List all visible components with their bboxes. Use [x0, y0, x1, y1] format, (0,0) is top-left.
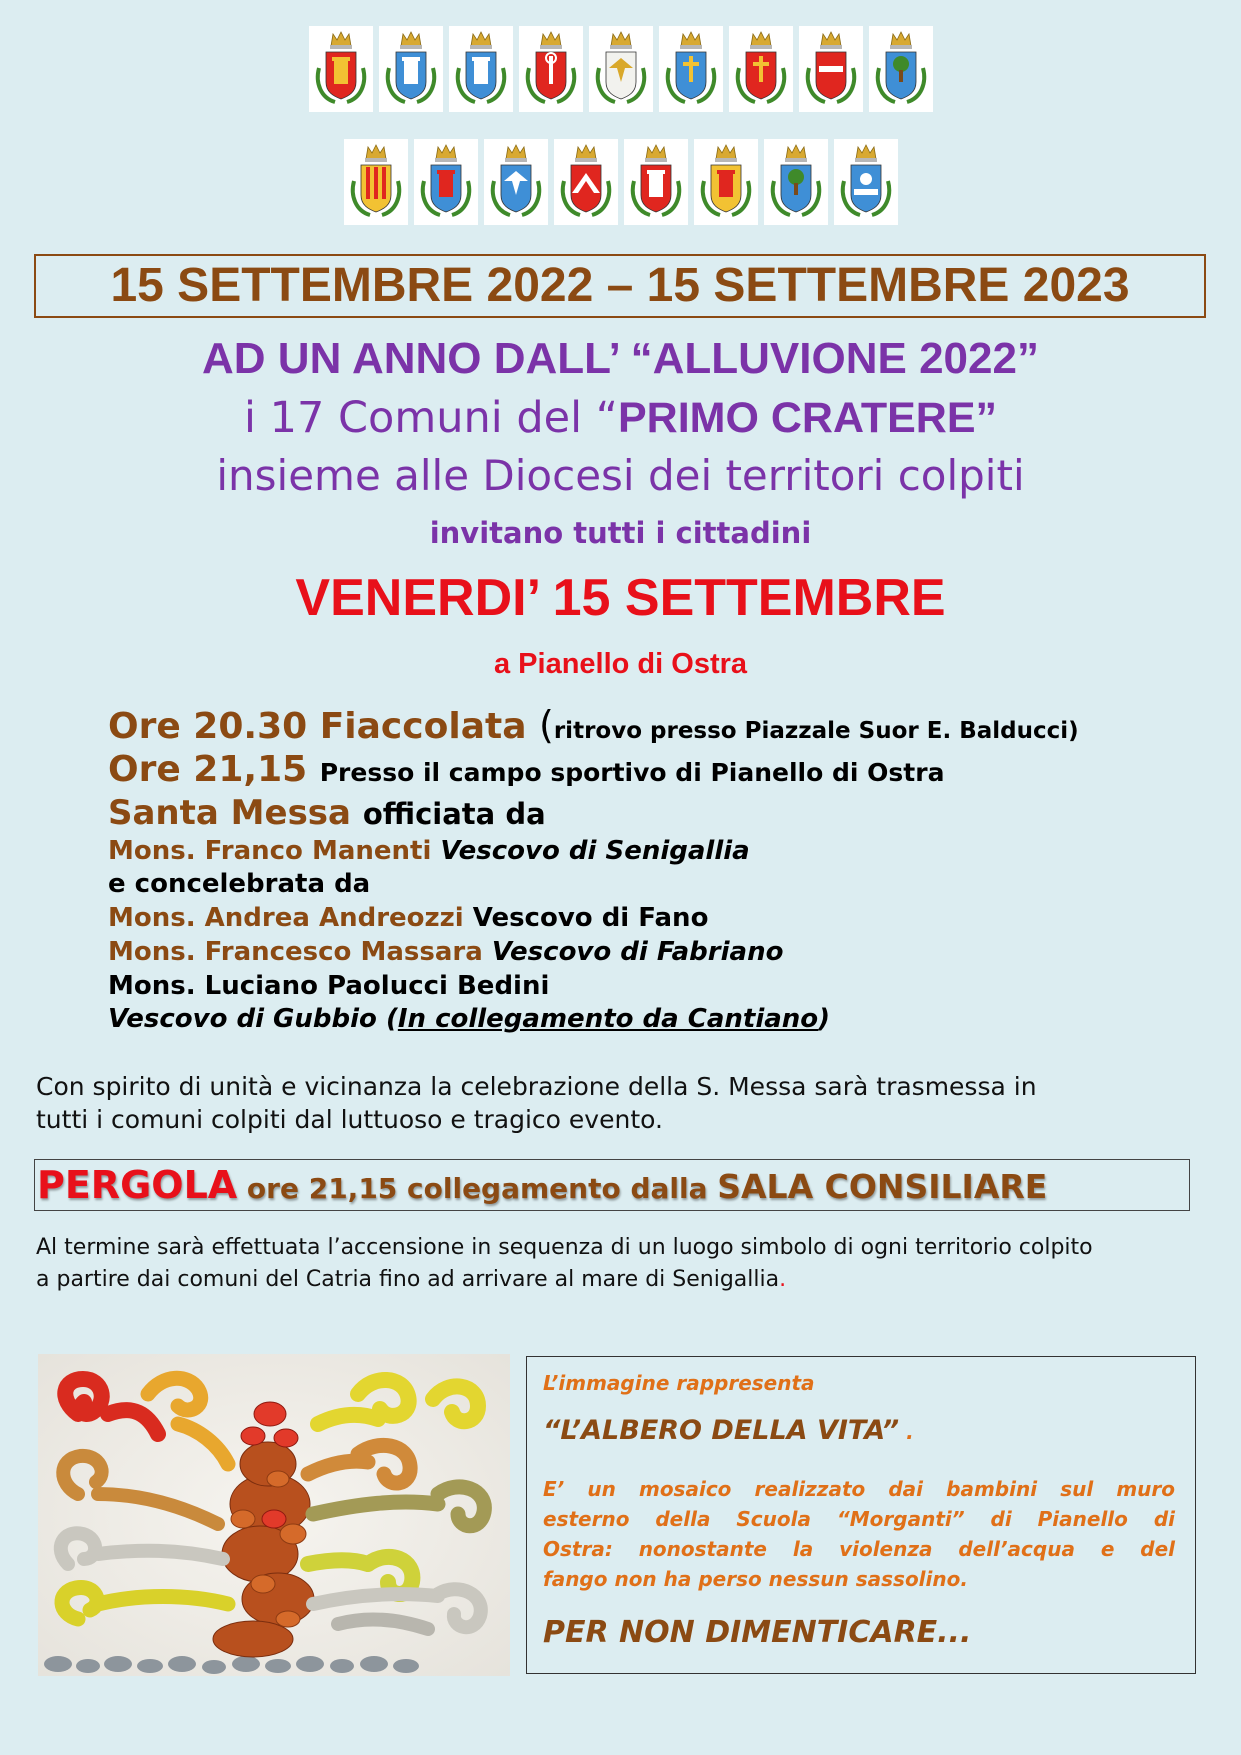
- image-description-line: esterno della Scuola “Morganti” di Pianello di: [543, 1507, 1175, 1531]
- crest-red-keys-icon: [519, 26, 583, 112]
- image-intro: L’immagine rappresenta: [543, 1371, 815, 1395]
- pergola-banner: [34, 1159, 1190, 1211]
- intro-line-1: AD UN ANNO DALL’ “ALLUVIONE 2022”: [202, 334, 1039, 383]
- crest-red-shield-icon: [799, 26, 863, 112]
- dates-banner: 15 SETTEMBRE 2022 – 15 SETTEMBRE 2023: [34, 254, 1206, 318]
- image-description-line: Ostra: nonostante la violenza dell’acqua e del: [543, 1537, 1175, 1561]
- andreozzi-role: Vescovo di Fano: [472, 903, 709, 933]
- crest-red-gate-icon: [624, 139, 688, 225]
- image-description-box: [526, 1356, 1196, 1674]
- gubbio-close: ): [818, 1004, 831, 1034]
- crest-blue-tree-icon: [764, 139, 828, 225]
- pergola-place: SALA CONSILIARE: [717, 1167, 1048, 1206]
- crest-red-castle-icon: [309, 26, 373, 112]
- intro-line-2: [0, 392, 1241, 444]
- lighting-paragraph: [36, 1232, 1093, 1296]
- program-line-santa-messa: [108, 792, 546, 835]
- crest-red-chevron-icon: [554, 139, 618, 225]
- event-place: a Pianello di Ostra: [493, 648, 748, 680]
- crest-yellow-stripes-icon: [344, 139, 408, 225]
- manenti-name: Mons. Franco Manenti: [108, 836, 441, 866]
- fiaccolata-time: Ore 20.30 Fiaccolata: [108, 706, 540, 747]
- messa-location: Presso il campo sportivo di Pianello di Ostra: [319, 758, 945, 787]
- andreozzi-name: Mons. Andrea Andreozzi: [108, 903, 473, 933]
- image-title-end: .: [899, 1420, 914, 1444]
- crest-yellow-tower-icon: [694, 139, 758, 225]
- image-title: “L’ALBERO DELLA VITA”: [543, 1415, 900, 1446]
- program-line-fiaccolata: [108, 702, 1079, 754]
- santa-messa-title: Santa Messa: [108, 793, 363, 833]
- program-line-andreozzi: [108, 901, 708, 935]
- program-line-massara: [108, 935, 783, 969]
- image-description-line: fango non ha perso nessun sassolino.: [543, 1567, 968, 1591]
- massara-role: Vescovo di Fabriano: [491, 937, 784, 967]
- crests-row-2: [0, 139, 1241, 225]
- pergola-middle: ore 21,15 collegamento dalla: [237, 1172, 718, 1205]
- pergola-town: PERGOLA: [37, 1163, 238, 1207]
- image-description-line: E’ un mosaico realizzato dai bambini sul muro: [543, 1477, 1175, 1501]
- massara-name: Mons. Francesco Massara: [108, 937, 492, 967]
- lighting-line-2-wrap: [36, 1264, 1093, 1296]
- messa-time: Ore 21,15: [108, 749, 320, 790]
- crest-white-eagle-icon: [589, 26, 653, 112]
- gubbio-role: Vescovo di Gubbio (: [108, 1004, 398, 1034]
- intro-line-2-bold: PRIMO CRATERE”: [617, 394, 998, 442]
- intro-line-4: invitano tutti i cittadini: [429, 516, 812, 550]
- program-line-messa-time: [108, 748, 944, 795]
- program-line-concelebrata: e concelebrata da: [108, 869, 371, 899]
- program-line-manenti: [108, 834, 750, 868]
- crest-red-cross-icon: [729, 26, 793, 112]
- lighting-line-1: Al termine sarà effettuata l’accensione in sequenza di un luogo simbolo di ogni territorio colpito: [36, 1235, 1093, 1260]
- cantiano-link[interactable]: In collegamento da Cantiano: [397, 1004, 819, 1034]
- program-line-gubbio: [108, 1002, 830, 1036]
- program-line-paolucci: Mons. Luciano Paolucci Bedini: [108, 971, 550, 1001]
- crest-blue-tree-icon: [869, 26, 933, 112]
- tree-of-life-mosaic-image: [38, 1354, 510, 1676]
- santa-messa-note: officiata da: [362, 797, 546, 831]
- image-description: [543, 1474, 1175, 1594]
- fiaccolata-paren: (: [539, 703, 554, 747]
- fiaccolata-note: ritrovo presso Piazzale Suor E. Balducci): [553, 718, 1079, 744]
- crest-blue-tower-icon: [449, 26, 513, 112]
- crest-blue-sun-icon: [834, 139, 898, 225]
- unity-line-2: tutti i comuni colpiti dal luttuoso e tragico evento.: [36, 1105, 663, 1134]
- crests-row-1: [0, 26, 1241, 112]
- lighting-line-end: .: [779, 1267, 787, 1292]
- crest-blue-cross-icon: [659, 26, 723, 112]
- event-date: VENERDI’ 15 SETTEMBRE: [295, 569, 946, 627]
- lighting-line-2: a partire dai comuni del Catria fino ad arrivare al mare di Senigallia: [36, 1267, 780, 1292]
- image-title-line: [543, 1412, 914, 1451]
- unity-line-1: Con spirito di unità e vicinanza la celebrazione della S. Messa sarà trasmessa in: [36, 1072, 1037, 1101]
- intro-line-2-prefix: i 17 Comuni del “: [243, 393, 618, 443]
- unity-paragraph: [36, 1070, 1037, 1136]
- crest-blue-tower-icon: [379, 26, 443, 112]
- image-closing: PER NON DIMENTICARE...: [543, 1615, 972, 1650]
- crest-blue-castle-icon: [414, 139, 478, 225]
- manenti-role: Vescovo di Senigallia: [440, 836, 750, 866]
- crest-blue-bird-icon: [484, 139, 548, 225]
- intro-line-3: insieme alle Diocesi dei territori colpiti: [216, 451, 1025, 500]
